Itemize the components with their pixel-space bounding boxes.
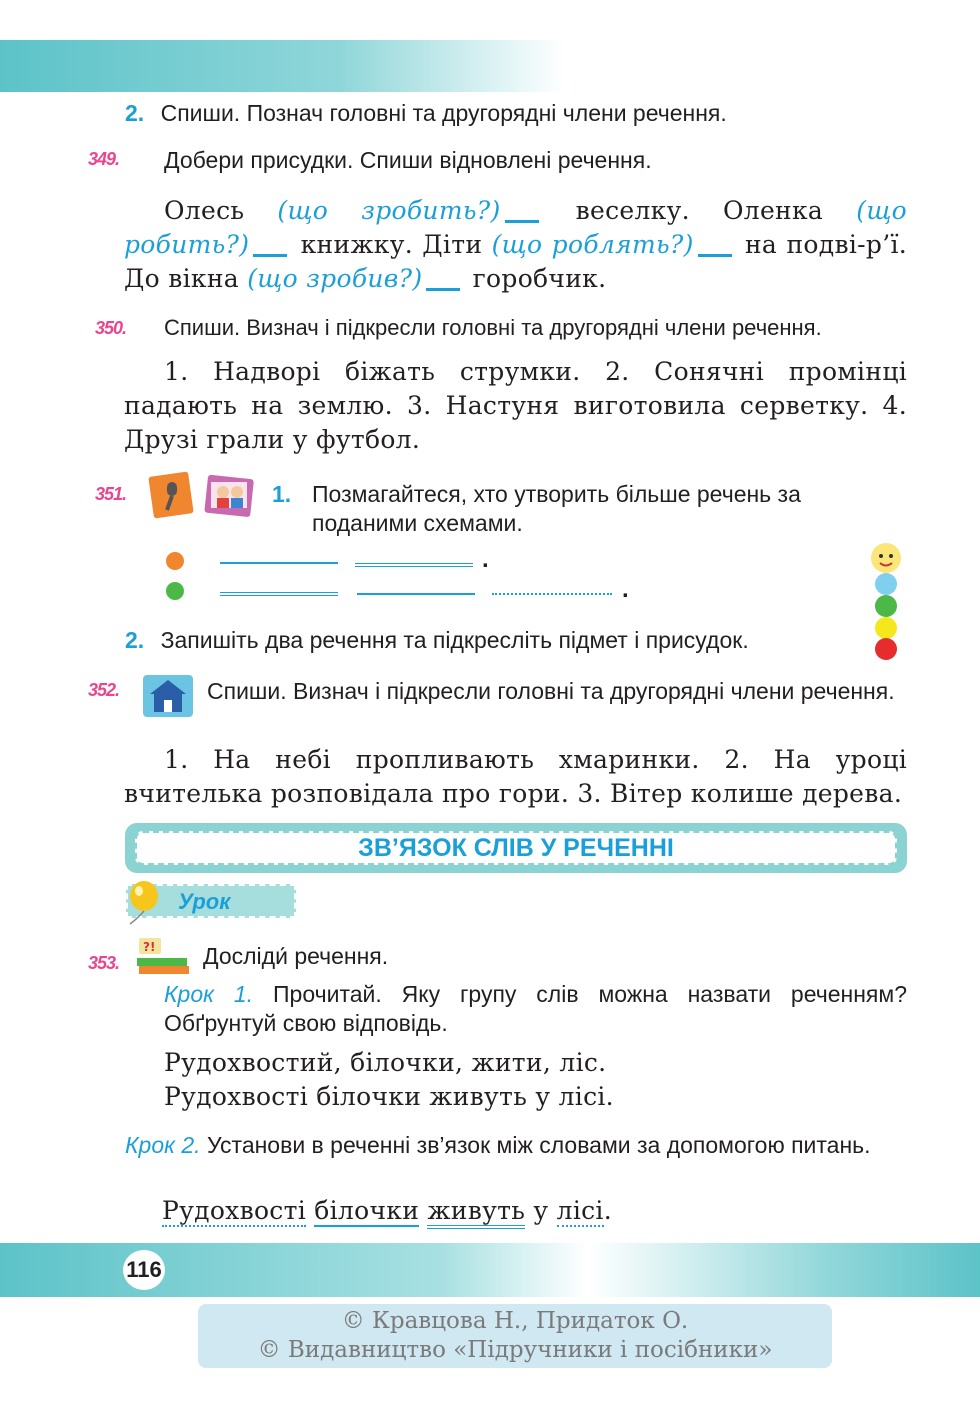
page-number: 116 [123,1250,165,1290]
task-349-instruction: Добери присудки. Спиши відновлені речення. [164,147,652,173]
balloon-icon [126,880,160,926]
task-number-353: 353. [88,953,120,973]
t349-segment: на подві-р’ї. До вікна [124,230,907,293]
step2-label: Крок 2. [125,1132,201,1158]
orange-marker [166,552,184,570]
task-number-349: 349. [88,149,120,169]
task-350-text: 1. Надворі біжать струмки. 2. Сонячні промінці падають на землю. 3. Настуня виготовила серветку. 4. Друзі грали у футбол. [124,357,907,454]
word-adverbial: лісі [556,1196,604,1225]
task-351-step1-number: 1. [272,481,292,507]
t349-question: (що зробив?) [247,264,423,293]
t353-line2: Рудохвості білочки живуть у лісі. [164,1082,614,1111]
task-353-step1 [164,980,907,1038]
t349-segment: горобчик. [472,264,607,293]
t349-segment: Олесь [164,196,245,225]
scheme-line-single [357,593,475,595]
intro-task-number: 2. [125,100,145,126]
t349-blank [253,253,287,257]
section-title-box [125,823,907,873]
intro-task [125,99,925,128]
section-title: ЗВ’ЯЗОК СЛІВ У РЕЧЕННІ [135,831,897,865]
caterpillar-icon [863,538,911,660]
sentence-period: . [603,1196,612,1225]
t349-blank [698,253,732,257]
scheme-line-single [220,562,338,564]
scheme-line-double [220,592,338,596]
task-351-step2 [125,626,845,655]
step2-text: Установи в реченні зв’язок між словами за допомогою питань. [206,1132,871,1158]
t349-question: (що робить?) [124,196,907,259]
task-351-step1 [272,480,892,538]
task-351-step1-text: Позмагайтеся, хто утворить більше речень за поданими схемами. [312,481,801,536]
copyright-publisher: © Видавництво «Підручники і посібники» [257,1337,773,1363]
svg-text:?!: ?! [143,940,156,954]
t353-analysed-sentence [162,1194,902,1228]
microphone-icon [147,470,199,520]
scheme-line-double [355,563,473,567]
task-351-step2-number: 2. [125,627,145,653]
scheme-period: . [482,546,489,573]
task-number-350: 350. [95,318,127,338]
word-subject: білочки [314,1196,420,1225]
t349-segment: книжку. Діти [300,230,483,259]
t349-blank [426,287,460,291]
t349-segment: веселку. Оленка [575,196,824,225]
t349-question: (що роблять?) [491,230,694,259]
t353-line1: Рудохвостий, білочки, жити, ліс. [164,1048,607,1077]
children-picture-icon [203,474,257,520]
task-353-step2 [125,1131,907,1160]
step1-text: Прочитай. Яку групу слів можна назвати реченням? Обґрунтуй свою відповідь. [164,981,907,1036]
step1-label: Крок 1. [164,981,254,1007]
scheme-period: . [622,576,629,603]
task-351-step2-text: Запишіть два речення та підкресліть підмет і присудок. [160,627,749,653]
task-353-instruction: Досліди́ речення. [203,943,389,969]
top-header-bar [0,40,565,92]
research-books-icon [133,934,193,978]
copyright-box [198,1304,832,1368]
green-marker [166,582,184,600]
lesson-label: Урок [178,889,231,914]
intro-task-text: Спиши. Познач головні та другорядні члени речення. [160,100,727,126]
word-preposition: у [533,1196,549,1225]
word-attribute: Рудохвості [162,1196,307,1225]
task-352-instruction: Спиши. Визнач і підкресли головні та другорядні члени речення. [207,678,895,704]
task-number-352: 352. [88,680,120,700]
house-icon [140,672,196,720]
t349-question: (що зробить?) [277,196,501,225]
task-350-instruction: Спиши. Визнач і підкресли головні та другорядні члени речення. [164,315,822,340]
copyright-authors: © Кравцова Н., Придаток О. [341,1308,689,1334]
scheme-line-dotted [492,593,612,595]
task-number-351: 351. [95,484,127,504]
task-349-text [124,194,907,296]
word-predicate: живуть [427,1196,525,1229]
t349-blank [505,219,539,223]
task-352-text: 1. На небі пропливають хмаринки. 2. На уроці вчителька розповідала про гори. 3. Вітер колише дерева. [124,745,907,808]
